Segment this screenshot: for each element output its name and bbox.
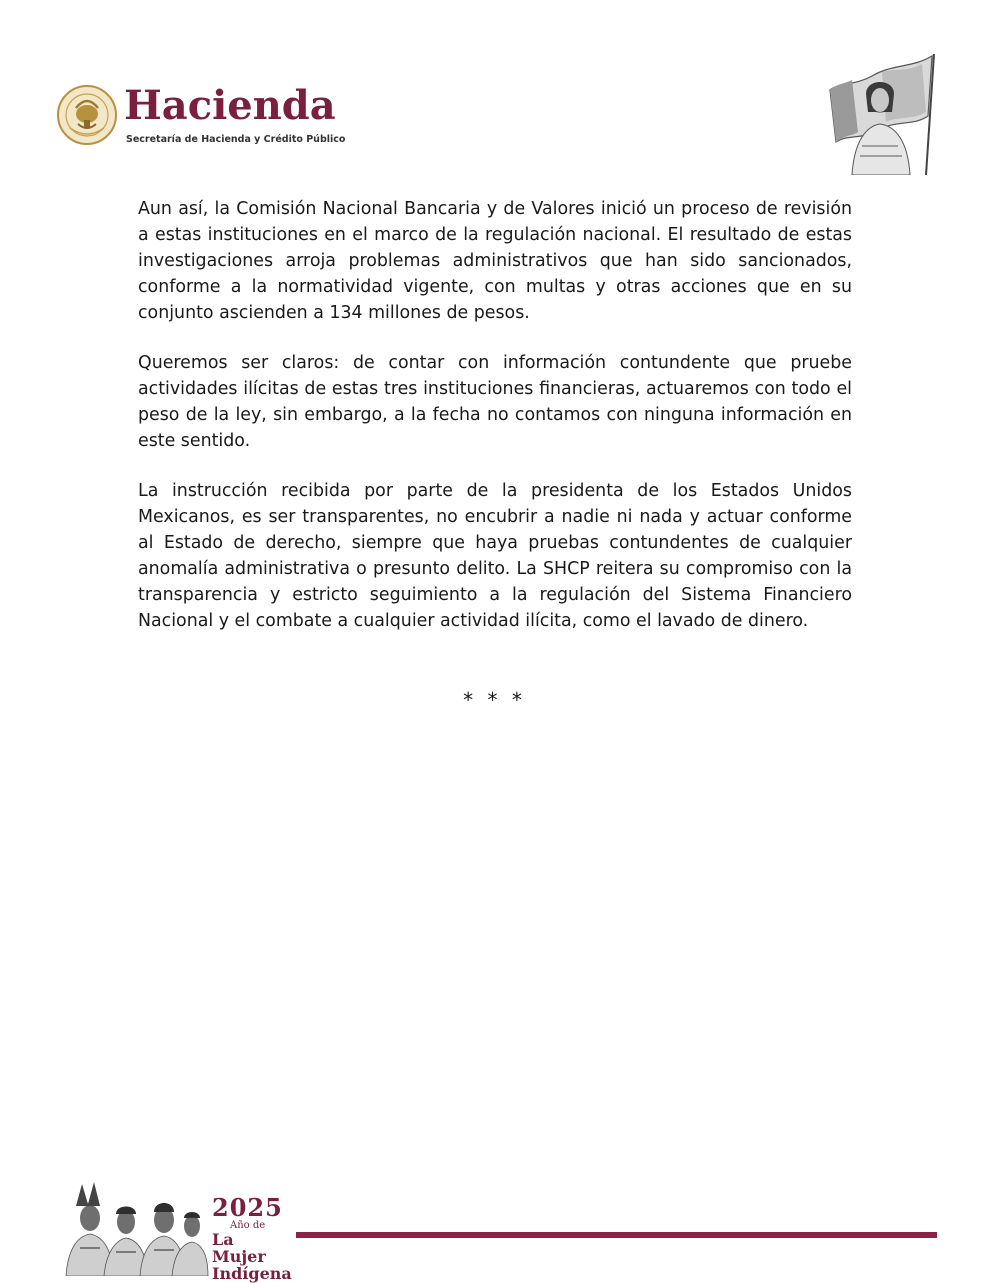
brand-name: Hacienda [124, 82, 336, 129]
paragraph: Queremos ser claros: de contar con información contundente que pruebe actividades ilícitas de estas tres instituciones financieras, actuaremos con todo el peso de la ley, sin embargo, a la fecha no contamos con ninguna información en este sentido. [138, 353, 852, 451]
year-sub-label: Año de [230, 1220, 266, 1231]
hacienda-logo [56, 84, 346, 150]
section-separator: * * * [463, 688, 526, 712]
year-number: 2025 [212, 1193, 283, 1222]
year-line-1: La Mujer [212, 1230, 266, 1266]
footer-divider [296, 1232, 937, 1238]
paragraph: Aun así, la Comisión Nacional Bancaria y de Valores inició un proceso de revisión a estas instituciones en el marco de la regulación nacional. El resultado de estas investigaciones arroja problemas administrativos que han sido sancionados, conforme a la normatividad vigente, con multas y otras acciones que en su conjunto ascienden a 134 millones de pesos. [138, 199, 852, 323]
brand-subtitle: Secretaría de Hacienda y Crédito Público [126, 134, 346, 145]
document-body [138, 196, 852, 658]
indigenous-women-illustration [60, 1178, 210, 1276]
page-header [0, 0, 989, 180]
woman-with-flag-illustration [822, 50, 942, 175]
page-footer [0, 1170, 989, 1283]
year-line-2: Indígena [212, 1264, 292, 1283]
mexican-coat-of-arms-icon [56, 84, 118, 146]
paragraph: La instrucción recibida por parte de la presidenta de los Estados Unidos Mexicanos, es ser transparentes, no encubrir a nadie ni nada y actuar conforme al Estado de derecho, siempre que haya pruebas contundentes de cualquier anomalía administrativa o presunto delito. La SHCP reitera su compromiso con la transparencia y estricto seguimiento a la regulación del Sistema Financiero Nacional y el combate a cualquier actividad ilícita, como el lavado de dinero. [138, 481, 852, 631]
year-of-indigenous-women [212, 1193, 292, 1283]
